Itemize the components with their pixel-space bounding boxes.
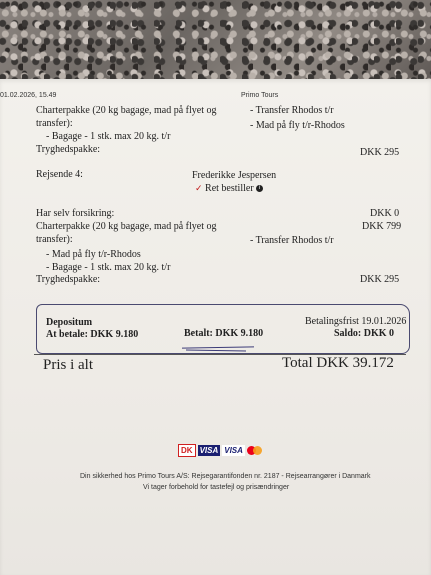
footer-disclaimer: Vi tager forbehold for tastefejl og prisændringer [143, 484, 290, 491]
charter-transfer-line: transfer): [36, 118, 73, 129]
tryghed-label: Tryghedspakke: [36, 144, 101, 155]
insurance-price: DKK 0 [370, 208, 400, 219]
visa-icon: VISA [199, 445, 219, 455]
dankort-icon: DK [178, 444, 196, 457]
total-amount: Total DKK 39.172 [282, 355, 394, 371]
insurance-label: Har selv forsikring: [36, 208, 115, 219]
payment-deadline: Betalingsfrist 19.01.2026 [305, 316, 407, 327]
edit-booker-link[interactable] [195, 183, 263, 194]
tryghed-label: Tryghedspakke: [36, 274, 101, 285]
print-timestamp: 01.02.2026, 15.49 [0, 92, 57, 99]
visa-icon: VISA [224, 445, 243, 455]
deposit-title: Depositum [46, 317, 93, 328]
print-site-name: Primo Tours [241, 92, 279, 99]
list-item: - Transfer Rhodos t/r [250, 235, 334, 246]
charter-package-line: Charterpakke (20 kg bagage, mad på flyet og [36, 105, 217, 116]
list-item: - Transfer Rhodos t/r [250, 105, 334, 116]
charter-transfer-line: transfer): [36, 234, 73, 245]
list-item: - Bagage - 1 stk. max 20 kg. t/r [46, 131, 171, 142]
charter-package-line: Charterpakke (20 kg bagage, mad på flyet og [36, 221, 217, 232]
list-item: - Mad på fly t/r-Rhodos [46, 249, 141, 260]
tryghed-price: DKK 295 [360, 274, 400, 285]
granite-countertop [0, 0, 431, 88]
amount-paid: Betalt: DKK 9.180 [184, 328, 264, 339]
charter-price: DKK 799 [362, 221, 402, 232]
balance: Saldo: DKK 0 [334, 328, 395, 339]
info-icon: i [256, 185, 263, 192]
list-item: - Mad på fly t/r-Rhodos [250, 120, 345, 131]
payment-logos [178, 444, 263, 456]
mastercard-icon [247, 445, 263, 456]
traveler-label: Rejsende 4: [36, 169, 83, 180]
amount-due: At betale: DKK 9.180 [46, 329, 139, 340]
edit-booker-label: Ret bestiller [205, 183, 254, 194]
traveler-name: Frederikke Jespersen [192, 170, 277, 181]
total-label: Pris i alt [43, 357, 94, 373]
tryghed-price: DKK 295 [360, 147, 400, 158]
footer-guarantee: Din sikkerhed hos Primo Tours A/S: Rejsegarantifonden nr. 2187 - Rejsearrangører i Danmark [80, 473, 371, 480]
check-icon: ✓ [195, 183, 203, 193]
list-item: - Bagage - 1 stk. max 20 kg. t/r [46, 262, 171, 273]
